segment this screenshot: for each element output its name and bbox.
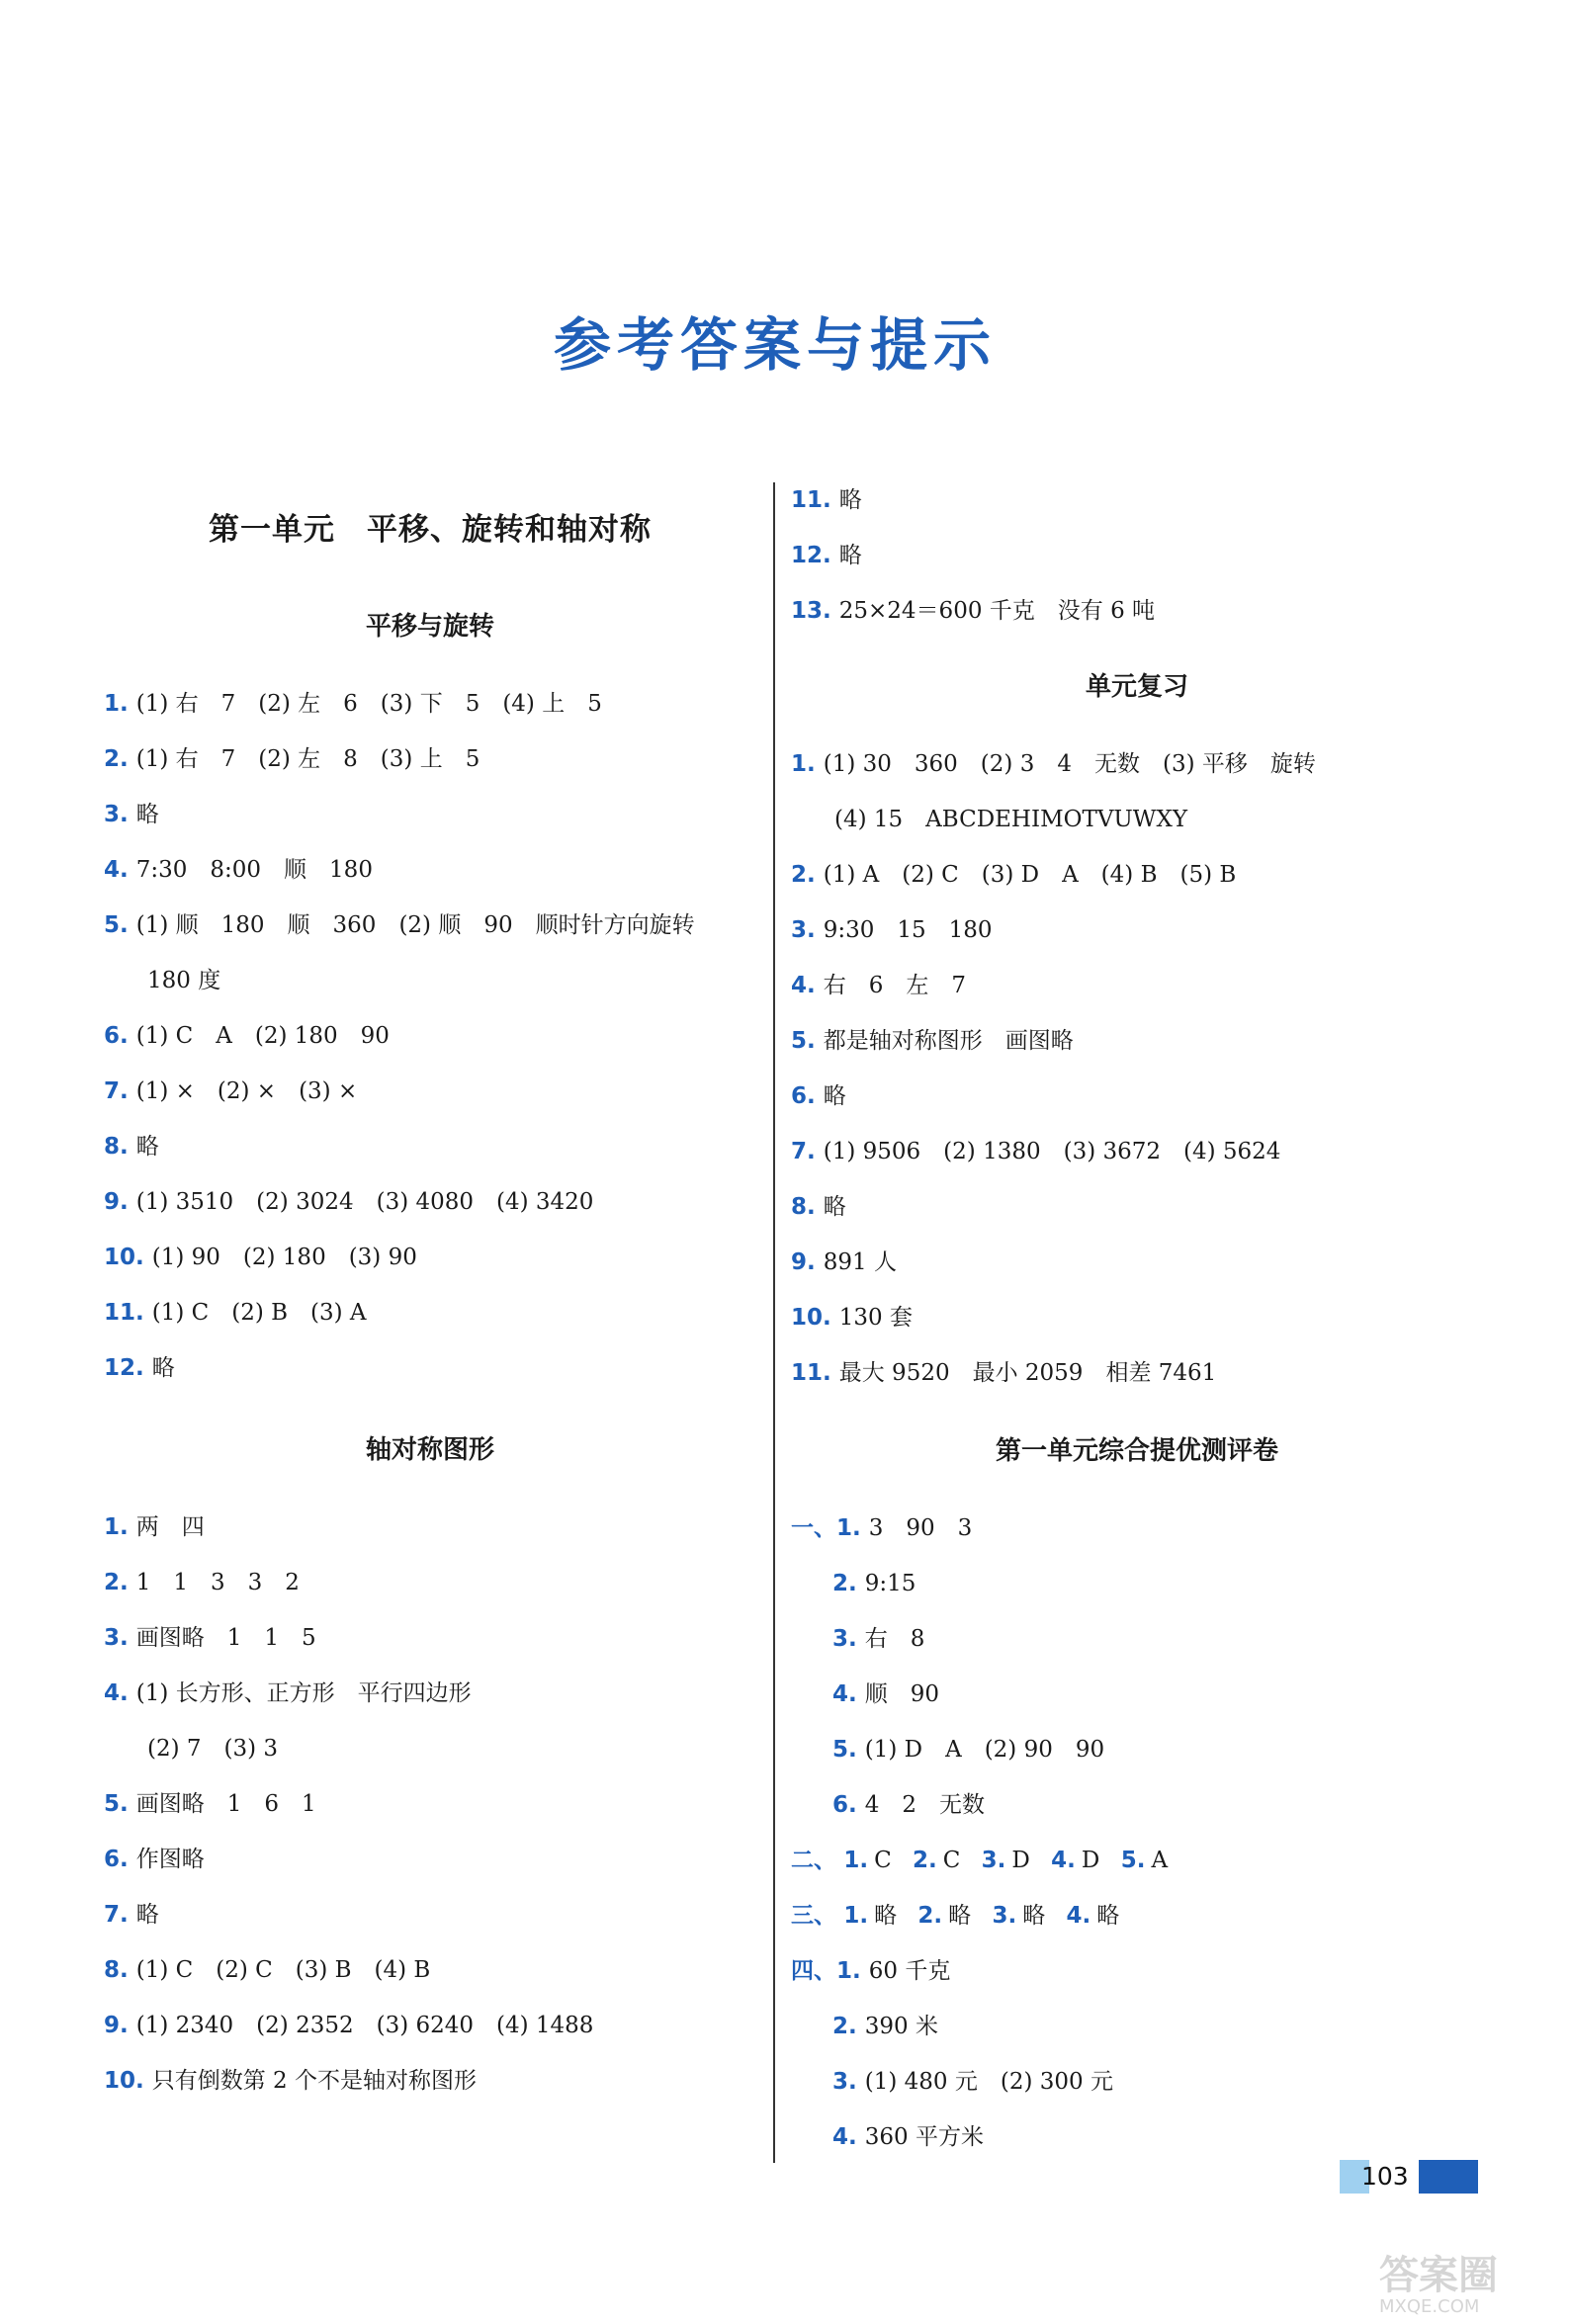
item-number: 1. — [791, 751, 816, 777]
answer-item — [791, 958, 1483, 1013]
answer-item — [104, 1285, 756, 1340]
answer-item — [791, 1069, 1483, 1124]
answer-item — [104, 1610, 756, 1666]
item-number: 9. — [791, 1249, 816, 1275]
item-number: 10. — [791, 1305, 831, 1331]
item-number: 2. — [832, 1571, 857, 1596]
item-text: 略 — [135, 1902, 159, 1928]
answer-list-translation-rotation — [104, 676, 756, 1396]
item-text: 略 — [823, 1194, 846, 1220]
item-text: (2) 7 (3) 3 — [147, 1736, 279, 1762]
answer-item — [104, 1832, 756, 1887]
item-number: 5. — [104, 1791, 129, 1817]
item-number: 3. — [832, 1626, 857, 1652]
watermark-text: 答案圈 — [1379, 2253, 1498, 2298]
item-number: 1. — [836, 1958, 861, 1984]
answer-item — [104, 2053, 756, 2109]
answer-item — [791, 1013, 1483, 1069]
answer-item — [104, 1666, 756, 1721]
item-text: (1) 右 7 (2) 左 6 (3) 下 5 (4) 上 5 — [135, 691, 602, 717]
item-text: (1) × (2) × (3) × — [135, 1078, 358, 1104]
section-title-unit-test: 第一单元综合提优测评卷 — [995, 1436, 1278, 1466]
item-text: (1) C (2) C (3) B (4) B — [135, 1957, 431, 1983]
answer-item — [104, 1174, 756, 1230]
column-divider — [773, 482, 775, 2163]
item-number: 6. — [104, 1023, 129, 1049]
item-number: 1. — [836, 1515, 861, 1541]
page-title: 参考答案与提示 — [553, 311, 997, 379]
answer-item — [104, 676, 756, 732]
item-text: 180 度 — [147, 968, 221, 993]
item-number: 7. — [104, 1078, 129, 1104]
section-title-axial-symmetry: 轴对称图形 — [365, 1435, 494, 1465]
item-text: 略 — [151, 1355, 175, 1381]
answer-item — [104, 732, 756, 787]
item-number: 13. — [791, 598, 831, 624]
item-number: 3. — [791, 917, 816, 943]
item-text: A — [1151, 1848, 1169, 1873]
watermark-url: MXQE.COM — [1379, 2296, 1480, 2317]
item-text: 最大 9520 最小 2059 相差 7461 — [838, 1360, 1217, 1386]
section-title-translation-rotation: 平移与旋转 — [365, 612, 494, 642]
item-number: 7. — [791, 1139, 816, 1164]
item-text: (1) C (2) B (3) A — [151, 1300, 367, 1326]
test-part-two-row — [791, 1833, 1483, 1888]
item-number: 3. — [104, 802, 129, 827]
item-number: 3. — [992, 1903, 1017, 1929]
item-text: 两 四 — [135, 1514, 205, 1540]
item-text: 右 8 — [864, 1626, 925, 1652]
item-number: 2. — [791, 862, 816, 888]
answer-item — [104, 1064, 756, 1119]
item-number: 4. — [832, 2124, 857, 2150]
answer-item — [104, 1340, 756, 1396]
item-text: 略 — [874, 1903, 898, 1929]
item-number: 4. — [104, 857, 129, 883]
item-number: 3. — [832, 2069, 857, 2095]
test-part-one-item — [791, 1556, 1483, 1611]
answer-item — [791, 847, 1483, 903]
answer-item — [791, 528, 1483, 583]
item-text: 略 — [948, 1903, 972, 1929]
answer-item — [104, 1008, 756, 1064]
answer-item-continuation — [104, 1721, 756, 1776]
part-label: 四、 — [791, 1958, 836, 1984]
test-part-one-item — [791, 1611, 1483, 1667]
answer-item — [791, 473, 1483, 528]
part-label: 三、 — [791, 1903, 836, 1929]
item-number: 10. — [104, 2068, 144, 2094]
answer-item — [791, 903, 1483, 958]
answer-item — [104, 1942, 756, 1998]
answer-item — [791, 1124, 1483, 1179]
item-number: 4. — [832, 1681, 857, 1707]
item-text: (1) C A (2) 180 90 — [135, 1023, 390, 1049]
test-part-four-item — [791, 2109, 1483, 2165]
item-text: 顺 90 — [864, 1681, 940, 1707]
item-text: 7:30 8:00 顺 180 — [135, 857, 373, 883]
section-title-unit-review: 单元复习 — [1085, 672, 1188, 702]
item-text: D — [1011, 1848, 1030, 1873]
item-text: 略 — [838, 487, 862, 513]
item-text: (1) 30 360 (2) 3 4 无数 (3) 平移 旋转 — [823, 751, 1316, 777]
answer-item — [104, 787, 756, 842]
answer-item — [104, 1119, 756, 1174]
item-text: 略 — [1096, 1903, 1120, 1929]
page-number-badge — [1340, 2160, 1478, 2194]
item-text: (1) D A (2) 90 90 — [864, 1737, 1105, 1763]
unit-title: 第一单元 平移、旋转和轴对称 — [209, 512, 652, 548]
item-text: 390 米 — [864, 2014, 938, 2039]
item-text: (1) 右 7 (2) 左 8 (3) 上 5 — [135, 746, 480, 772]
answer-list-axial-symmetry — [104, 1500, 756, 2109]
item-number: 8. — [104, 1134, 129, 1160]
item-number: 12. — [791, 543, 831, 568]
item-text: (1) 2340 (2) 2352 (3) 6240 (4) 1488 — [135, 2013, 594, 2038]
item-number: 1. — [104, 691, 129, 717]
answer-item — [104, 1998, 756, 2053]
item-number: 1. — [104, 1514, 129, 1540]
answer-list-unit-review — [791, 736, 1483, 1401]
item-number: 11. — [791, 487, 831, 513]
item-text: (1) 3510 (2) 3024 (3) 4080 (4) 3420 — [135, 1189, 594, 1215]
test-part-one-item — [791, 1501, 1483, 1556]
item-text: (1) 9506 (2) 1380 (3) 3672 (4) 5624 — [823, 1139, 1281, 1164]
item-text: 右 6 左 7 — [823, 973, 967, 998]
item-number: 11. — [104, 1300, 144, 1326]
item-number: 2. — [832, 2014, 857, 2039]
answer-item — [791, 1290, 1483, 1345]
test-part-four-item — [791, 1943, 1483, 1999]
item-text: 4 2 无数 — [864, 1792, 986, 1818]
answer-item — [104, 842, 756, 898]
answer-list-continued — [791, 473, 1483, 639]
item-text: (1) 顺 180 顺 360 (2) 顺 90 顺时针方向旋转 — [135, 912, 695, 938]
item-text: (4) 15 ABCDEHIMOTVUWXY — [834, 807, 1188, 832]
item-number: 5. — [1120, 1848, 1146, 1873]
test-part-three-row — [791, 1888, 1483, 1943]
answer-item — [791, 736, 1483, 792]
answer-item — [104, 1555, 756, 1610]
item-text: 3 90 3 — [868, 1515, 973, 1541]
item-number: 12. — [104, 1355, 144, 1381]
item-text: 9:15 — [864, 1571, 916, 1596]
item-text: 25×24＝600 千克 没有 6 吨 — [838, 598, 1156, 624]
item-number: 11. — [791, 1360, 831, 1386]
item-number: 5. — [791, 1028, 816, 1054]
item-text: C — [874, 1848, 892, 1873]
answer-item — [104, 1230, 756, 1285]
item-number: 2. — [104, 1570, 129, 1595]
answer-list-unit-test — [791, 1501, 1483, 2165]
item-number: 10. — [104, 1245, 144, 1270]
test-part-one-item — [791, 1777, 1483, 1833]
item-text: 9:30 15 180 — [823, 917, 993, 943]
left-column — [104, 474, 756, 2109]
item-number: 4. — [791, 973, 816, 998]
test-part-one-item — [791, 1667, 1483, 1722]
item-text: 891 人 — [823, 1249, 897, 1275]
item-number: 5. — [104, 912, 129, 938]
answer-item — [791, 1235, 1483, 1290]
item-text: 画图略 1 6 1 — [135, 1791, 316, 1817]
answer-item-continuation — [104, 953, 756, 1008]
badge-dark-block — [1419, 2160, 1478, 2194]
item-text: 130 套 — [838, 1305, 913, 1331]
item-text: 略 — [135, 1134, 159, 1160]
item-text: (1) A (2) C (3) D A (4) B (5) B — [823, 862, 1237, 888]
part-label: 一、 — [791, 1515, 836, 1541]
answer-item — [104, 898, 756, 953]
item-number: 2. — [104, 746, 129, 772]
item-text: 略 — [823, 1083, 846, 1109]
item-text: D — [1081, 1848, 1100, 1873]
item-text: 作图略 — [135, 1847, 205, 1872]
item-number: 6. — [104, 1847, 129, 1872]
item-text: 1 1 3 3 2 — [135, 1570, 300, 1595]
page-number: 103 — [1361, 2162, 1409, 2191]
item-text: 360 平方米 — [864, 2124, 984, 2150]
answer-item — [104, 1776, 756, 1832]
item-number: 3. — [981, 1848, 1006, 1873]
item-number: 1. — [843, 1903, 869, 1929]
answer-item — [104, 1500, 756, 1555]
item-number: 1. — [843, 1848, 869, 1873]
test-part-four-item — [791, 1999, 1483, 2054]
item-number: 9. — [104, 1189, 129, 1215]
item-text: (1) 90 (2) 180 (3) 90 — [151, 1245, 417, 1270]
item-text: 都是轴对称图形 画图略 — [823, 1028, 1074, 1054]
item-text: (1) 长方形、正方形 平行四边形 — [135, 1680, 472, 1706]
answer-item — [791, 1345, 1483, 1401]
item-text: 60 千克 — [868, 1958, 951, 1984]
item-number: 8. — [791, 1194, 816, 1220]
item-number: 9. — [104, 2013, 129, 2038]
item-number: 2. — [917, 1903, 943, 1929]
answer-item — [791, 583, 1483, 639]
item-text: 略 — [838, 543, 862, 568]
item-number: 4. — [1066, 1903, 1091, 1929]
answer-item — [791, 1179, 1483, 1235]
item-number: 6. — [791, 1083, 816, 1109]
item-text: 画图略 1 1 5 — [135, 1625, 316, 1651]
test-part-four-item — [791, 2054, 1483, 2109]
item-number: 6. — [832, 1792, 857, 1818]
item-number: 4. — [104, 1680, 129, 1706]
watermark-logo — [1379, 2244, 1557, 2317]
item-text: (1) 480 元 (2) 300 元 — [864, 2069, 1113, 2095]
item-text: 略 — [1022, 1903, 1046, 1929]
item-text: C — [942, 1848, 961, 1873]
item-number: 8. — [104, 1957, 129, 1983]
answer-item — [104, 1887, 756, 1942]
item-number: 4. — [1051, 1848, 1076, 1873]
test-part-one-item — [791, 1722, 1483, 1777]
item-number: 7. — [104, 1902, 129, 1928]
item-number: 3. — [104, 1625, 129, 1651]
right-column — [791, 473, 1483, 2165]
part-label: 二、 — [791, 1848, 836, 1873]
item-number: 2. — [912, 1848, 937, 1873]
item-text: 只有倒数第 2 个不是轴对称图形 — [151, 2068, 478, 2094]
item-text: 略 — [135, 802, 159, 827]
item-number: 5. — [832, 1737, 857, 1763]
answer-item-continuation — [791, 792, 1483, 847]
